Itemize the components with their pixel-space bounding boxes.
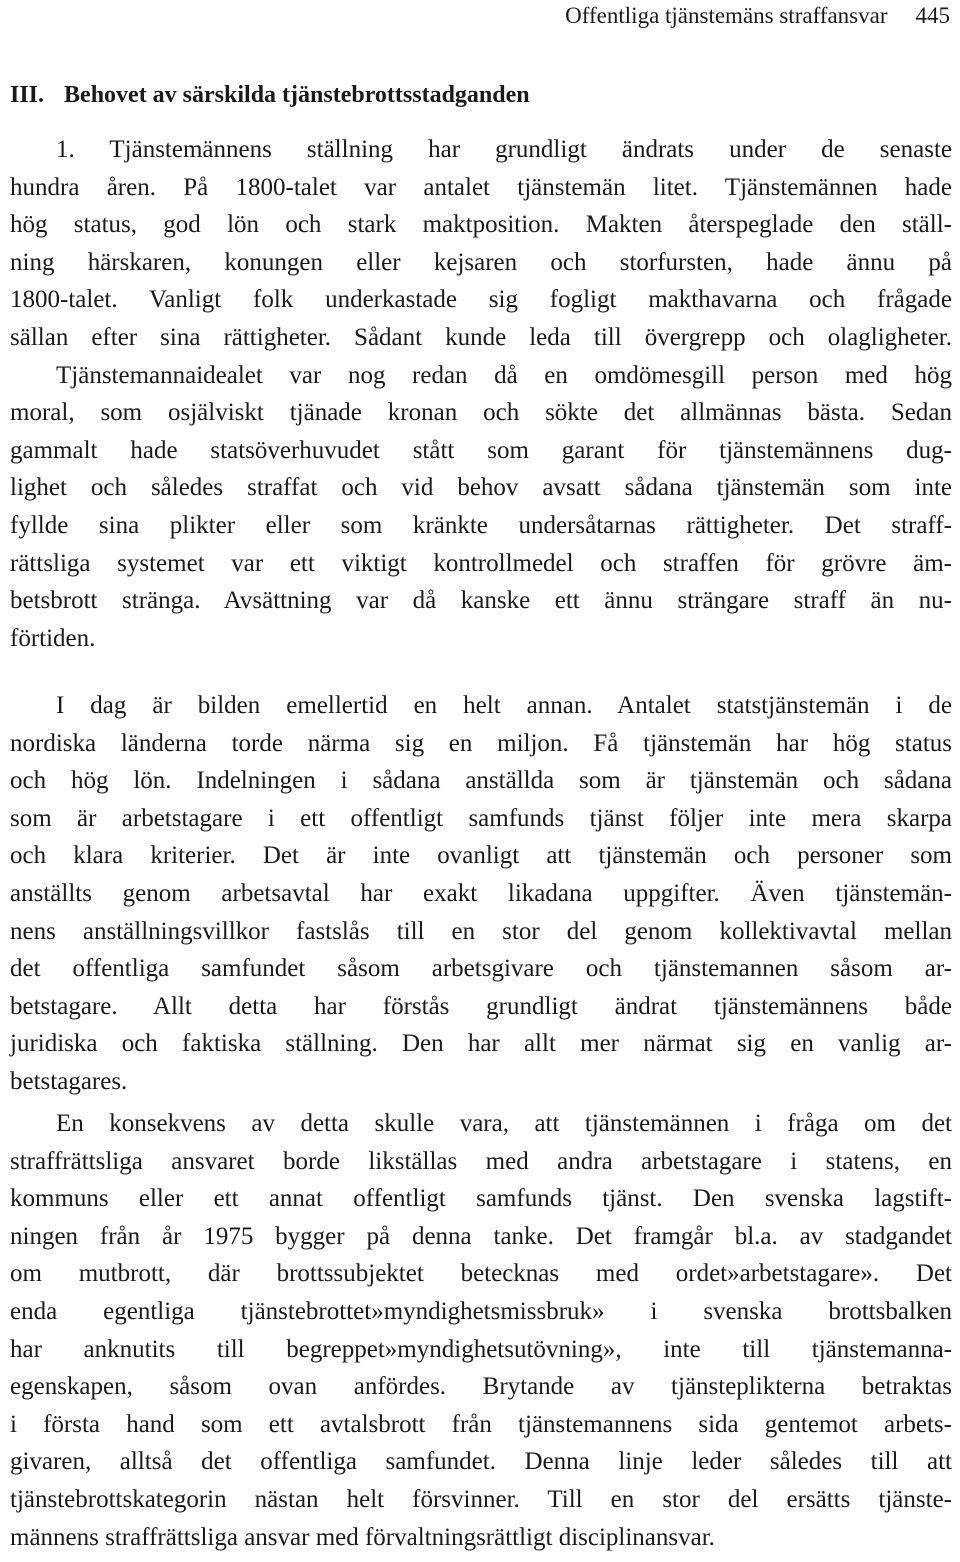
text-line: ningen från år 1975 bygger på denna tanke. Det framgår bl.a. av stadgandet	[10, 1222, 952, 1250]
text-line: ning härskaren, konungen eller kejsaren och storfursten, hade ännu på	[10, 248, 952, 276]
text-line: i första hand som ett avtalsbrott från tjänstemannens sida gentemot arbets-	[10, 1410, 952, 1438]
text-line: betstagares.	[10, 1067, 128, 1095]
running-header	[565, 2, 950, 30]
text-line: juridiska och faktiska ställning. Den har allt mer närmat sig en vanlig ar-	[10, 1030, 952, 1058]
section-number: III.	[10, 82, 45, 108]
text-line: hundra åren. På 1800-talet var antalet tjänstemän litet. Tjänstemännen hade	[10, 173, 952, 201]
text-line: sällan efter sina rättigheter. Sådant kunde leda till övergrepp och olagligheter.	[10, 323, 952, 351]
page-number: 445	[915, 3, 950, 28]
text-line: lighet och således straffat och vid behov avsatt sådana tjänstemän som inte	[10, 474, 952, 502]
text-line: tjänstebrottskategorin nästan helt försvinner. Till en stor del ersätts tjänste-	[10, 1485, 952, 1513]
text-line: hög status, god lön och stark maktposition. Makten återspeglade den ställ-	[10, 211, 952, 239]
text-line: enda egentliga tjänstebrottet»myndighetsmissbruk» i svenska brottsbalken	[10, 1297, 952, 1325]
text-line: om mutbrott, där brottssubjektet betecknas med ordet»arbetstagare». Det	[10, 1260, 952, 1288]
text-line: männens straffrättsliga ansvar med förvaltningsrättligt disciplinansvar.	[10, 1523, 715, 1551]
text-line: nens anställningsvillkor fastslås till en stor del genom kollektivavtal mellan	[10, 917, 952, 945]
section-heading	[10, 80, 530, 110]
text-line: fyllde sina plikter eller som kränkte undersåtarnas rättigheter. Det straff-	[10, 511, 952, 539]
text-line: moral, som osjälviskt tjänade kronan och sökte det allmännas bästa. Sedan	[10, 399, 952, 427]
text-line: det offentliga samfundet såsom arbetsgivare och tjänstemannen såsom ar-	[10, 955, 952, 983]
text-line: straffrättsliga ansvaret borde likställas med andra arbetstagare i statens, en	[10, 1147, 952, 1175]
text-line: och hög lön. Indelningen i sådana anställda som är tjänstemän och sådana	[10, 767, 952, 795]
text-line: gammalt hade statsöverhuvudet stått som garant för tjänstemännens dug-	[10, 436, 952, 464]
text-line: rättsliga systemet var ett viktigt kontrollmedel och straffen för grövre äm-	[10, 549, 952, 577]
paragraph-1	[10, 131, 952, 657]
text-line: kommuns eller ett annat offentligt samfunds tjänst. Den svenska lagstift-	[10, 1185, 952, 1213]
running-title: Offentliga tjänstemäns straffansvar	[565, 3, 888, 28]
text-line: och klara kriterier. Det är inte ovanligt att tjänstemän och personer som	[10, 842, 952, 870]
text-line: har anknutits till begreppet»myndighetsutövning», inte till tjänstemanna-	[10, 1335, 952, 1363]
text-line: 1800-talet. Vanligt folk underkastade sig fogligt makthavarna och frågade	[10, 286, 952, 314]
paragraph-2	[10, 687, 952, 1101]
section-title: Behovet av särskilda tjänstebrottsstadganden	[64, 82, 530, 108]
text-line: betstagare. Allt detta har förstås grundligt ändrat tjänstemännens både	[10, 992, 952, 1020]
text-line: betsbrott stränga. Avsättning var då kanske ett ännu strängare straff än nu-	[10, 587, 952, 615]
text-line: 1. Tjänstemännens ställning har grundligt ändrats under de senaste	[56, 136, 952, 163]
text-line: givaren, alltså det offentliga samfundet. Denna linje leder således till att	[10, 1448, 952, 1476]
text-line: egenskapen, såsom ovan anfördes. Brytande av tjänsteplikterna betraktas	[10, 1373, 952, 1401]
text-line: förtiden.	[10, 624, 96, 652]
text-line: En konsekvens av detta skulle vara, att tjänstemännen i fråga om det	[56, 1110, 952, 1137]
text-line: anställts genom arbetsavtal har exakt likadana uppgifter. Även tjänstemän-	[10, 879, 952, 907]
text-line: som är arbetstagare i ett offentligt samfunds tjänst följer inte mera skarpa	[10, 804, 952, 832]
text-line: nordiska länderna torde närma sig en miljon. Få tjänstemän har hög status	[10, 729, 952, 757]
text-line: Tjänstemannaidealet var nog redan då en omdömesgill person med hög	[56, 361, 952, 389]
paragraph-3	[10, 1105, 952, 1556]
text-line: I dag är bilden emellertid en helt annan. Antalet statstjänstemän i de	[56, 692, 952, 719]
